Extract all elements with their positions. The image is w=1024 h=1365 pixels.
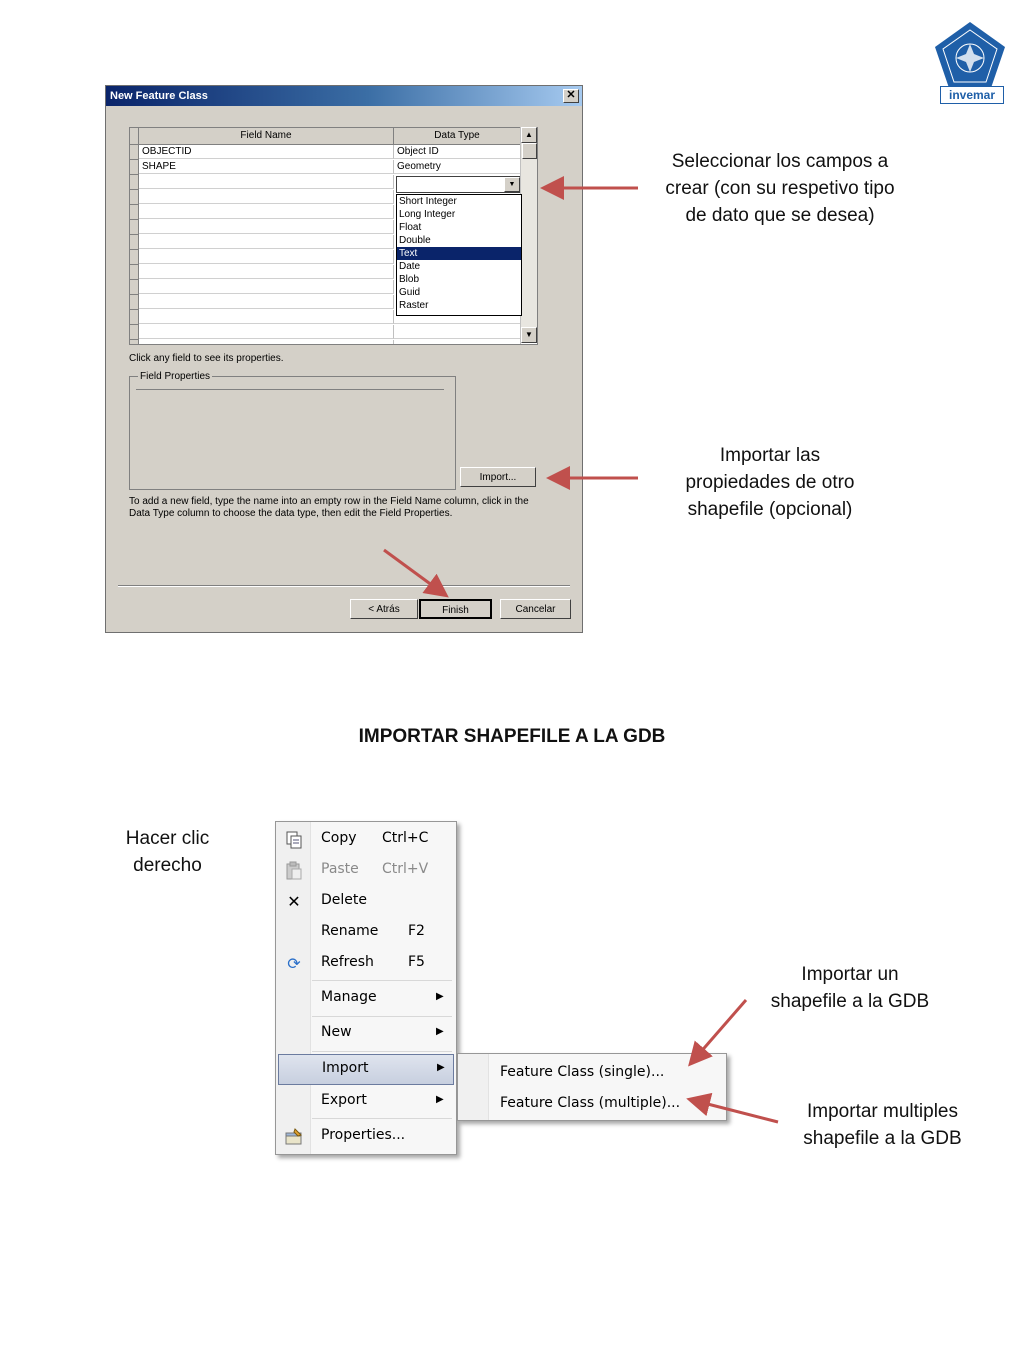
menu-item-paste[interactable] (278, 856, 454, 884)
menu-separator (312, 1016, 452, 1017)
scroll-thumb[interactable] (522, 143, 537, 159)
field-properties-group (129, 371, 456, 490)
chevron-right-icon: ▶ (436, 991, 444, 1002)
field-name-cell[interactable] (139, 325, 394, 339)
scroll-down-icon[interactable]: ▼ (521, 327, 537, 343)
annotation-line: derecho (133, 855, 202, 876)
field-name-cell[interactable] (139, 310, 394, 324)
close-icon[interactable]: ✕ (563, 89, 579, 103)
row-header-corner (130, 128, 139, 144)
menu-item-refresh[interactable] (278, 949, 454, 977)
dropdown-option[interactable]: Float (399, 222, 422, 233)
annotation-line: propiedades de otro (685, 472, 855, 493)
dropdown-option[interactable]: Raster (399, 300, 429, 311)
copy-icon (284, 830, 304, 850)
annotation-line: Importar multiples (807, 1101, 958, 1122)
dropdown-option[interactable]: Date (399, 261, 421, 272)
dropdown-option[interactable]: Double (399, 235, 431, 246)
annotation-line: shapefile a la GDB (803, 1128, 962, 1149)
refresh-icon: ⟳ (287, 954, 301, 973)
row-selector[interactable] (130, 145, 139, 160)
submenu-item-feature-class-single[interactable]: Feature Class (single)... (500, 1064, 665, 1080)
chevron-right-icon: ▶ (437, 1062, 445, 1073)
field-name-cell[interactable] (139, 175, 394, 189)
field-name-header[interactable]: Field Name (139, 128, 394, 144)
dialog-title-bar (106, 86, 582, 106)
field-name-cell[interactable] (139, 205, 394, 219)
chevron-down-icon[interactable]: ▼ (504, 177, 520, 192)
row-selector[interactable] (130, 325, 139, 340)
row-selector[interactable] (130, 220, 139, 235)
new-feature-class-dialog (105, 85, 583, 633)
menu-item-label: Rename (321, 923, 379, 939)
field-name-cell[interactable] (139, 265, 394, 279)
annotation-line: Hacer clic (125, 828, 210, 849)
menu-item-new[interactable] (278, 1019, 454, 1047)
menu-item-shortcut: Ctrl+C (382, 830, 429, 846)
menu-item-label: New (321, 1024, 352, 1040)
submenu-item-feature-class-multiple[interactable]: Feature Class (multiple)... (500, 1095, 681, 1111)
data-type-cell[interactable] (394, 340, 521, 345)
annotation-right-click (100, 825, 235, 879)
row-selector[interactable] (130, 295, 139, 310)
dropdown-option-selected[interactable]: Text (397, 247, 521, 260)
paste-icon (284, 861, 304, 881)
dropdown-option[interactable]: Blob (399, 274, 420, 285)
annotation-import-multiple (775, 1098, 990, 1152)
hint-text: Click any field to see its properties. (129, 353, 284, 364)
data-type-header[interactable]: Data Type (394, 128, 521, 144)
menu-item-label: Delete (321, 892, 367, 908)
dropdown-option[interactable]: Short Integer (399, 196, 457, 207)
dropdown-option[interactable]: Long Integer (399, 209, 456, 220)
menu-item-label: Refresh (321, 954, 374, 970)
menu-item-shortcut: F2 (408, 923, 425, 939)
import-submenu (457, 1053, 727, 1121)
row-selector[interactable] (130, 250, 139, 265)
back-button[interactable]: < Atrás (350, 599, 418, 619)
menu-item-label: Import (322, 1060, 369, 1076)
menu-separator (312, 980, 452, 981)
section-heading: IMPORTAR SHAPEFILE A LA GDB (358, 726, 666, 747)
menu-item-label: Export (321, 1092, 367, 1108)
menu-item-properties[interactable] (278, 1122, 454, 1150)
divider (118, 585, 570, 587)
annotation-line: Seleccionar los campos a (671, 151, 889, 172)
menu-separator (312, 1118, 452, 1119)
pentagon-logo-icon (933, 20, 1007, 90)
grid-scrollbar[interactable] (520, 127, 537, 343)
field-name-cell[interactable]: SHAPE (139, 160, 394, 174)
divider (136, 389, 444, 390)
menu-item-shortcut: F5 (408, 954, 425, 970)
logo-text: invemar (940, 86, 1004, 104)
menu-separator (312, 1051, 452, 1052)
field-name-cell[interactable]: OBJECTID (139, 145, 394, 159)
field-properties-legend: Field Properties (140, 371, 211, 382)
annotation-import-props (640, 442, 900, 523)
chevron-right-icon: ▶ (436, 1094, 444, 1105)
cancel-button[interactable]: Cancelar (500, 599, 571, 619)
import-button[interactable]: Import... (460, 467, 536, 487)
annotation-line: shapefile a la GDB (770, 991, 930, 1012)
dropdown-option[interactable]: Guid (399, 287, 421, 298)
row-selector[interactable] (130, 160, 139, 175)
menu-item-export[interactable] (278, 1087, 454, 1115)
field-name-cell[interactable] (139, 295, 394, 309)
annotation-line: de dato que se desea) (685, 205, 875, 226)
row-selector[interactable] (130, 310, 139, 325)
field-name-cell[interactable] (139, 190, 394, 204)
data-type-combo[interactable] (396, 176, 520, 193)
row-selector[interactable] (130, 190, 139, 205)
menu-item-label: Properties... (321, 1127, 406, 1143)
field-name-cell[interactable] (139, 340, 394, 345)
row-selector[interactable] (130, 280, 139, 295)
grid-header (130, 128, 521, 145)
field-name-cell[interactable] (139, 220, 394, 234)
annotation-line: shapefile (opcional) (687, 499, 853, 520)
menu-gutter (458, 1054, 489, 1120)
finish-button[interactable]: Finish (419, 599, 492, 619)
data-type-dropdown (396, 194, 522, 316)
menu-item-copy[interactable] (278, 825, 454, 853)
menu-item-manage[interactable] (278, 984, 454, 1012)
menu-item-shortcut: Ctrl+V (382, 861, 429, 877)
annotation-select-fields (635, 148, 925, 229)
chevron-right-icon: ▶ (436, 1026, 444, 1037)
row-selector[interactable] (130, 205, 139, 220)
data-type-cell[interactable]: Object ID (394, 145, 521, 159)
scroll-up-icon[interactable]: ▲ (521, 127, 537, 143)
instructions-line-2: Data Type column to choose the data type, then edit the Field Properties. (129, 508, 453, 519)
menu-item-label: Copy (321, 830, 357, 846)
field-name-cell[interactable] (139, 235, 394, 249)
field-name-cell[interactable] (139, 250, 394, 264)
annotation-line: Importar las (719, 445, 821, 466)
context-menu (275, 821, 457, 1155)
row-selector[interactable] (130, 235, 139, 250)
data-type-cell[interactable] (394, 325, 521, 339)
annotation-import-single (745, 961, 955, 1015)
annotation-line: Importar un (801, 964, 899, 985)
delete-icon: ✕ (287, 892, 301, 911)
menu-item-delete[interactable] (278, 887, 454, 915)
menu-item-label: Manage (321, 989, 377, 1005)
row-selector[interactable] (130, 265, 139, 280)
instructions-line-1: To add a new field, type the name into an empty row in the Field Name column, click in the (129, 496, 529, 507)
menu-item-label: Paste (321, 861, 359, 877)
properties-icon (284, 1127, 304, 1147)
menu-item-rename[interactable] (278, 918, 454, 946)
row-selector[interactable] (130, 175, 139, 190)
row-selector[interactable] (130, 340, 139, 345)
menu-item-import[interactable] (278, 1054, 454, 1085)
field-name-cell[interactable] (139, 280, 394, 294)
data-type-cell[interactable]: Geometry (394, 160, 521, 174)
annotation-line: crear (con su respetivo tipo (665, 178, 895, 199)
dialog-title: New Feature Class (110, 90, 208, 102)
